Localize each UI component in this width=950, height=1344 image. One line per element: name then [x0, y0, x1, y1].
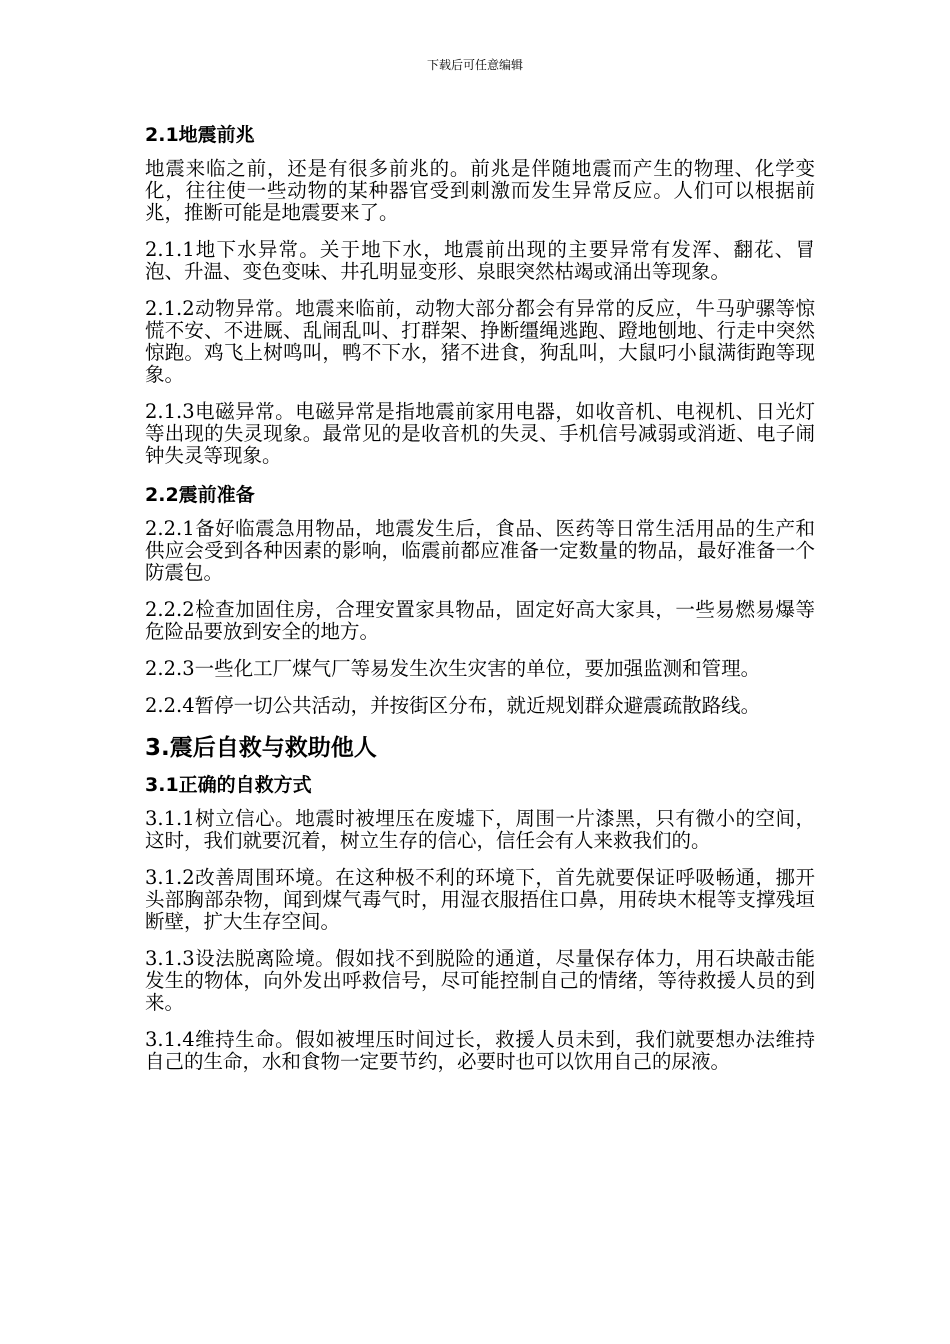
- paragraph-2-2-4: 2.2.4暂停一切公共活动，并按街区分布，就近规划群众避震疏散路线。: [145, 694, 761, 717]
- paragraph-2-2-2: 2.2.2检查加固住房，合理安置家具物品，固定好高大家具，一些易燃易爆等危险品要放到安全的地方。: [145, 598, 815, 643]
- section-heading-2-2: 2.2震前准备: [145, 484, 255, 506]
- document-body: [145, 122, 815, 1088]
- section-heading-2-1: 2.1地震前兆: [145, 124, 255, 146]
- paragraph-3-1-3: 3.1.3设法脱离险境。假如找不到脱险的通道，尽量保存体力，用石块敲击能发生的物体，向外发出呼救信号，尽可能控制自己的情绪，等待救援人员的到来。: [145, 947, 815, 1014]
- paragraph-2-2-3: 2.2.3一些化工厂煤气厂等易发生次生灾害的单位，要加强监测和管理。: [145, 657, 761, 680]
- page-header: 下载后可任意编辑: [426, 58, 523, 72]
- paragraph-3-1-2: 3.1.2改善周围环境。在这种极不利的环境下，首先就要保证呼吸畅通，挪开头部胸部杂物，闻到煤气毒气时，用湿衣服捂住口鼻，用砖块木棍等支撑残垣断壁，扩大生存空间。: [145, 866, 815, 933]
- paragraph-intro: 地震来临之前，还是有很多前兆的。前兆是伴随地震而产生的物理、化学变化，往往使一些动物的某种器官受到刺激而发生异常反应。人们可以根据前兆，推断可能是地震要来了。: [145, 157, 815, 224]
- chapter-heading-3: 3.震后自救与救助他人: [145, 735, 377, 761]
- paragraph-2-1-3: 2.1.3电磁异常。电磁异常是指地震前家用电器，如收音机、电视机、日光灯等出现的失灵现象。最常见的是收音机的失灵、手机信号减弱或消逝、电子闹钟失灵等现象。: [145, 400, 815, 467]
- paragraph-2-2-1: 2.2.1备好临震急用物品，地震发生后，食品、医药等日常生活用品的生产和供应会受到各种因素的影响，临震前都应准备一定数量的物品，最好准备一个防震包。: [145, 517, 815, 584]
- paragraph-3-1-4: 3.1.4维持生命。假如被埋压时间过长，救援人员未到，我们就要想办法维持自己的生命，水和食物一定要节约，必要时也可以饮用自己的尿液。: [145, 1028, 815, 1073]
- paragraph-2-1-2: 2.1.2动物异常。地震来临前，动物大部分都会有异常的反应，牛马驴骡等惊慌不安、不进厩、乱闹乱叫、打群架、挣断缰绳逃跑、蹬地刨地、行走中突然惊跑。鸡飞上树鸣叫，鸭不下水，猪不进食，狗乱叫，大鼠叼小鼠满街跑等现象。: [145, 297, 815, 386]
- paragraph-2-1-1: 2.1.1地下水异常。关于地下水，地震前出现的主要异常有发浑、翻花、冒泡、升温、变色变味、井孔明显变形、泉眼突然枯竭或涌出等现象。: [145, 238, 815, 283]
- paragraph-3-1-1: 3.1.1树立信心。地震时被埋压在废墟下，周围一片漆黑，只有微小的空间，这时，我们就要沉着，树立生存的信心，信任会有人来救我们的。: [145, 807, 815, 852]
- section-heading-3-1: 3.1正确的自救方式: [145, 774, 312, 796]
